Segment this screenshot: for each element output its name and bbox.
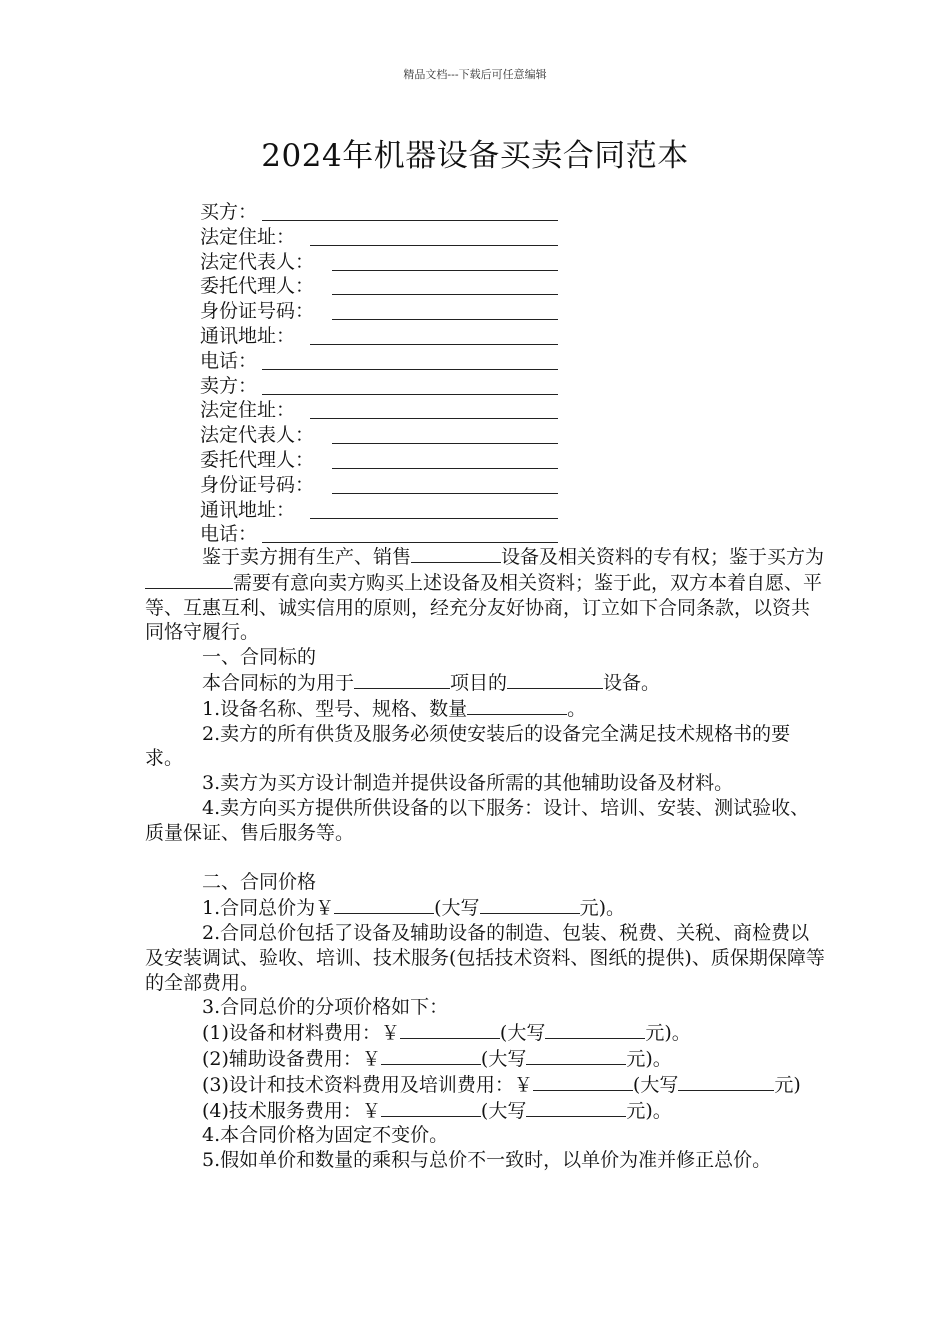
field-label: 法定住址： <box>200 399 296 422</box>
party-field <box>200 274 570 299</box>
intro-paragraph: 鉴于卖方拥有生产、销售 设备及相关资料的专有权；鉴于买方为需要有意向卖方购买上述设备及相关资料；鉴于此，双方本着自愿、平等、互惠互利、诚实信用的原则，经充分友好协商，订立如下合同条款，以资共同恪守履行。 <box>145 546 825 644</box>
blank-line[interactable] <box>381 1098 481 1117</box>
party-field <box>200 225 570 250</box>
price-item-1: (1)设备和材料费用：￥ (大写 元)。 <box>202 1022 691 1045</box>
contract-body <box>145 544 825 1173</box>
field-label: 身份证号码： <box>200 473 315 496</box>
section-2-item-4: 4.本合同价格为固定不变价。 <box>202 1124 449 1147</box>
section-2-item-2: 2.合同总价包括了设备及辅助设备的制造、包装、税费、关税、商检费以及安装调试、验收、培训、技术服务(包括技术资料、图纸的提供)、质保期保障等的全部费用。 <box>145 921 825 994</box>
party-field <box>200 349 570 374</box>
blank-line[interactable] <box>730 1072 774 1091</box>
field-label: 委托代理人： <box>200 448 315 471</box>
blank-line[interactable] <box>354 670 450 689</box>
field-blank-line[interactable] <box>262 369 558 370</box>
section-2-item-1: 1.合同总价为￥ (大写 元)。 <box>202 897 625 920</box>
blank-line[interactable] <box>533 1072 633 1091</box>
section-1-item-4: 4.卖方向买方提供所供设备的以下服务：设计、培训、安装、测试验收、质量保证、售后服务等。 <box>145 796 810 844</box>
blank-line[interactable] <box>678 1072 732 1091</box>
blank-line[interactable] <box>480 895 580 914</box>
field-label: 买方： <box>200 201 258 223</box>
party-fields <box>200 200 570 547</box>
blank-line[interactable] <box>334 895 434 914</box>
field-blank-line[interactable] <box>310 418 558 419</box>
field-label: 身份证号码： <box>200 300 315 323</box>
field-label: 电话： <box>200 349 258 372</box>
field-blank-line[interactable] <box>310 344 558 345</box>
field-label: 法定代表人： <box>200 250 315 273</box>
field-blank-line[interactable] <box>332 270 558 271</box>
blank-line[interactable] <box>467 696 567 715</box>
party-field <box>200 423 570 448</box>
party-field <box>200 498 570 523</box>
field-blank-line[interactable] <box>332 443 558 444</box>
blank-line[interactable] <box>381 1046 481 1065</box>
price-item-4: (4)技术服务费用：￥ (大写 元)。 <box>202 1099 672 1122</box>
party-field <box>200 250 570 275</box>
field-blank-line[interactable] <box>332 319 558 320</box>
price-item-2: (2)辅助设备费用：￥ (大写 元)。 <box>202 1047 672 1070</box>
blank-line[interactable] <box>526 1098 626 1117</box>
blank-line[interactable] <box>507 670 603 689</box>
party-field <box>200 299 570 324</box>
field-label: 委托代理人： <box>200 275 315 298</box>
field-label: 电话： <box>200 523 258 546</box>
field-blank-line[interactable] <box>262 220 558 221</box>
party-field <box>200 200 570 225</box>
field-blank-line[interactable] <box>310 245 558 246</box>
party-field <box>200 374 570 399</box>
section-1-item-3: 3.卖方为买方设计制造并提供设备所需的其他辅助设备及材料。 <box>202 772 734 795</box>
section-2-item-5: 5.假如单价和数量的乘积与总价不一致时，以单价为准并修正总价。 <box>202 1149 772 1172</box>
section-1-item-2: 2.卖方的所有供货及服务必须使安装后的设备完全满足技术规格书的要求。 <box>145 722 791 770</box>
party-field <box>200 398 570 423</box>
field-blank-line[interactable] <box>332 294 558 295</box>
blank-line[interactable] <box>145 570 233 589</box>
field-blank-line[interactable] <box>310 518 558 519</box>
field-blank-line[interactable] <box>262 394 558 395</box>
section-2-heading: 二、合同价格 <box>202 871 317 894</box>
page-header: 精品文档---下载后可任意编辑 <box>403 68 547 81</box>
section-1-item-1: 1.设备名称、型号、规格、数量 。 <box>202 697 587 720</box>
section-1-subject: 本合同标的为用于 项目的 设备。 <box>202 671 661 694</box>
party-field <box>200 473 570 498</box>
blank-line[interactable] <box>400 1020 500 1039</box>
section-1-heading: 一、合同标的 <box>202 646 317 669</box>
field-label: 法定住址： <box>200 225 296 248</box>
section-2-item-3: 3.合同总价的分项价格如下： <box>202 996 449 1019</box>
field-blank-line[interactable] <box>332 493 558 494</box>
field-label: 通讯地址： <box>200 324 296 347</box>
field-label: 通讯地址： <box>200 498 296 521</box>
party-field <box>200 448 570 473</box>
document-title: 2024年机器设备买卖合同范本 <box>261 138 689 174</box>
field-label: 法定代表人： <box>200 424 315 447</box>
blank-line[interactable] <box>545 1020 645 1039</box>
field-blank-line[interactable] <box>332 468 558 469</box>
price-item-3: (3)设计和技术资料费用及培训费用：￥ (大写 元) <box>202 1073 801 1096</box>
field-label: 卖方： <box>200 374 258 397</box>
party-field <box>200 324 570 349</box>
blank-line[interactable] <box>411 544 501 563</box>
blank-line[interactable] <box>526 1046 626 1065</box>
